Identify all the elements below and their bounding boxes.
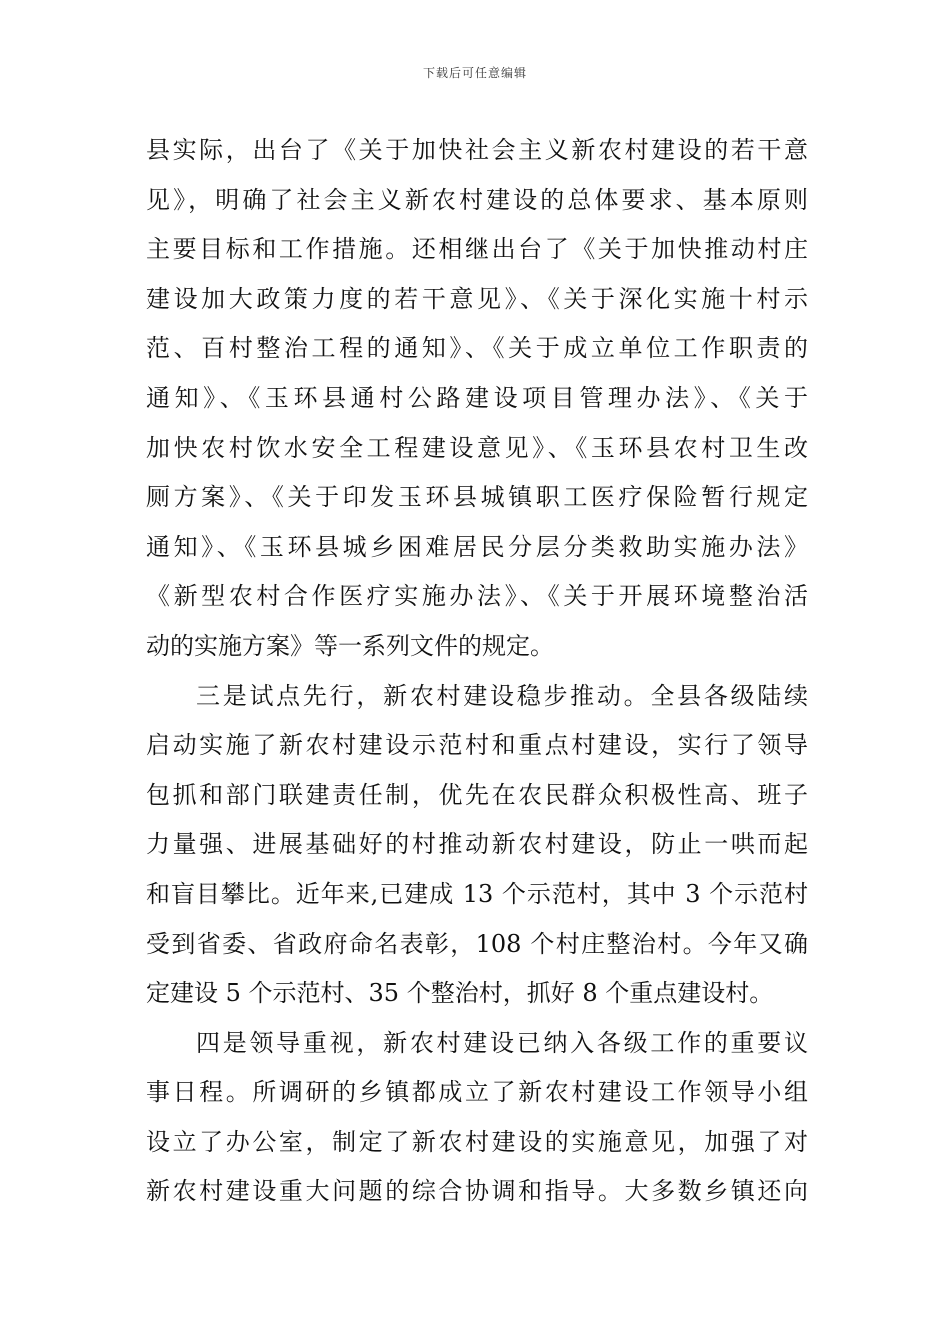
text-line: 加快农村饮水安全工程建设意见》、《玉环县农村卫生改 xyxy=(146,433,808,462)
text-line: 动的实施方案》等一系列文件的规定。 xyxy=(146,631,554,660)
text-line: 《新型农村合作医疗实施办法》、《关于开展环境整治活 xyxy=(146,582,808,611)
text-line: 通知》、《玉环县通村公路建设项目管理办法》、《关于 xyxy=(146,383,808,412)
text-line: 主要目标和工作措施。还相继出台了《关于加快推动村庄 xyxy=(146,235,808,264)
text-line: 四是领导重视，新农村建设已纳入各级工作的重要议 xyxy=(196,1028,808,1057)
text-line: 厕方案》、《关于印发玉环县城镇职工医疗保险暂行规定 xyxy=(146,483,808,512)
text-line: 县实际，出台了《关于加快社会主义新农村建设的若干意 xyxy=(146,136,808,164)
text-line: 事日程。所调研的乡镇都成立了新农村建设工作领导小组 xyxy=(146,1078,808,1107)
text-line: 建设加大政策力度的若干意见》、《关于深化实施十村示 xyxy=(146,284,808,313)
text-line: 新农村建设重大问题的综合协调和指导。大多数乡镇还向 xyxy=(146,1177,808,1206)
text-line: 力量强、进展基础好的村推动新农村建设，防止一哄而起 xyxy=(146,830,808,859)
text-line: 受到省委、省政府命名表彰，108 个村庄整治村。今年又确 xyxy=(146,929,808,958)
text-line: 启动实施了新农村建设示范村和重点村建设，实行了领导 xyxy=(146,731,808,760)
text-line: 包抓和部门联建责任制，优先在农民群众积极性高、班子 xyxy=(146,780,808,809)
text-line: 范、百村整治工程的通知》、《关于成立单位工作职责的 xyxy=(146,334,808,363)
document-body xyxy=(146,126,808,1217)
text-line: 设立了办公室，制定了新农村建设的实施意见，加强了对 xyxy=(146,1127,808,1156)
text-line: 见》，明确了社会主义新农村建设的总体要求、基本原则 xyxy=(146,185,808,214)
page-header: 下载后可任意编辑 xyxy=(422,66,527,80)
text-line: 定建设 5 个示范村、35 个整治村，抓好 8 个重点建设村。 xyxy=(146,979,774,1008)
text-line: 三是试点先行，新农村建设稳步推动。全县各级陆续 xyxy=(196,681,808,710)
text-line: 通知》、《玉环县城乡困难居民分层分类救助实施办法》 xyxy=(146,532,808,561)
text-line: 和盲目攀比。近年来,已建成 13 个示范村，其中 3 个示范村 xyxy=(146,879,808,908)
